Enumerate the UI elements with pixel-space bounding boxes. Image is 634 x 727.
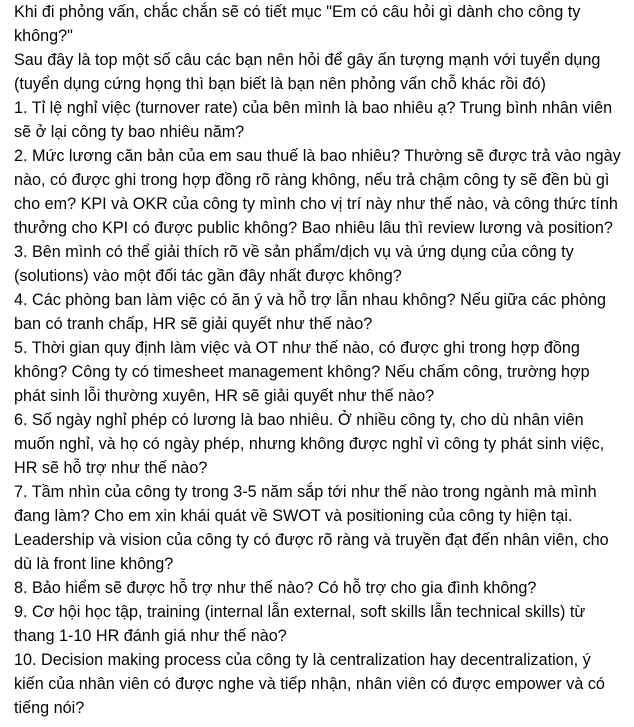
question-9: 9. Cơ hội học tập, training (internal lẫn external, soft skills lẫn technical skills) từ thang 1-10 HR đánh giá như thế nào?: [14, 603, 586, 645]
intro-description: Sau đây là top một số câu các bạn nên hỏi để gây ấn tượng mạnh với tuyển dụng (tuyển dụng cứng họng thì bạn biết là bạn nên phỏng vấn chỗ khác rồi đó): [14, 51, 601, 93]
question-7: 7. Tầm nhìn của công ty trong 3-5 năm sắp tới như thế nào trong ngành mà mình đang làm? Cho em xin khái quát về SWOT và positioning của công ty hiện tại. Leadership và vision của công ty có được rõ ràng và truyền đạt đến nhân viên, cho dù là front line không?: [14, 483, 609, 573]
question-10: 10. Decision making process của công ty là centralization hay decentralization, ý kiến của nhân viên có được nghe và tiếp nhận, nhân viên có được empower và có tiếng nói?: [14, 651, 605, 717]
question-4: 4. Các phòng ban làm việc có ăn ý và hỗ trợ lẫn nhau không? Nếu giữa các phòng ban có tranh chấp, HR sẽ giải quyết như thế nào?: [14, 291, 606, 333]
question-2: 2. Mức lương căn bản của em sau thuế là bao nhiêu? Thường sẽ được trả vào ngày nào, có được ghi trong hợp đồng rõ ràng không, nếu trả chậm công ty sẽ đền bù gì cho em? KPI và OKR của công ty mình cho vị trí này như thế nào, và công thức tính thưởng cho KPI có được public không? Bao nhiêu lâu thì review lương và position?: [14, 147, 621, 237]
question-3: 3. Bên mình có thể giải thích rõ về sản phẩm/dịch vụ và ứng dụng của công ty (solutions) vào một đối tác gần đây nhất được không?: [14, 243, 574, 285]
question-6: 6. Số ngày nghỉ phép có lương là bao nhiêu. Ở nhiều công ty, cho dù nhân viên muốn nghỉ, và họ có ngày phép, nhưng không được nghỉ vì công ty phát sinh việc, HR sẽ hỗ trợ như thế nào?: [14, 411, 605, 477]
question-1: 1. Tỉ lệ nghỉ việc (turnover rate) của bên mình là bao nhiêu ạ? Trung bình nhân viên sẽ ở lại công ty bao nhiêu năm?: [14, 99, 613, 141]
intro-line: Khi đi phỏng vấn, chắc chắn sẽ có tiết mục "Em có câu hỏi gì dành cho công ty không?": [14, 3, 581, 45]
question-5: 5. Thời gian quy định làm việc và OT như thế nào, có được ghi trong hợp đồng không? Công ty có timesheet management không? Nếu chấm công, trường hợp phát sinh lỗi thường xuyên, HR sẽ giải quyết như thế nào?: [14, 339, 590, 405]
question-8: 8. Bảo hiểm sẽ được hỗ trợ như thế nào? Có hỗ trợ cho gia đình không?: [14, 579, 537, 597]
